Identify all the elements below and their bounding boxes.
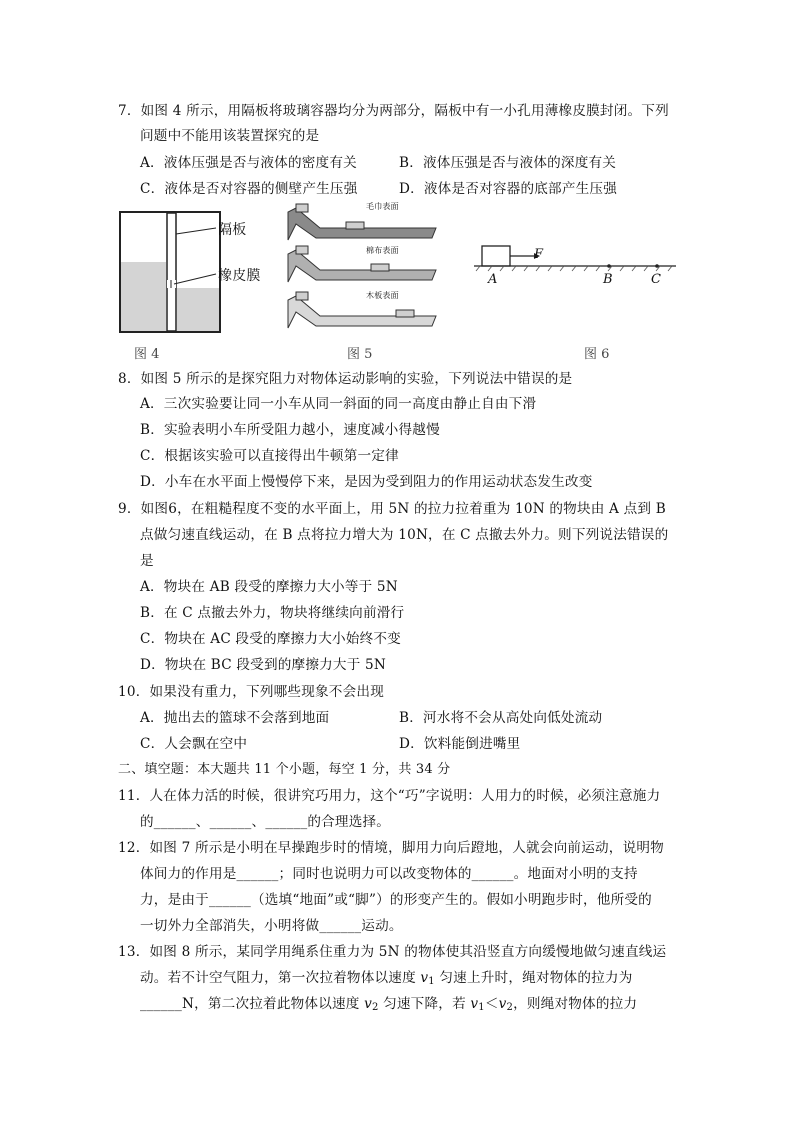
q11-line1: 11．人在体力活的时候，很讲究巧用力，这个“巧”字说明：人用力的时候，必须注意施力 (118, 788, 661, 804)
liquid-right (177, 288, 219, 331)
q13-less-than: ＜ (484, 996, 499, 1012)
q8-option-a: A．三次实验要让同一小车从同一斜面的同一高度由静止自由下滑 (140, 396, 537, 412)
cart-1 (346, 222, 364, 229)
label-point-c: C (651, 272, 662, 287)
q10-option-b: B．河水将不会从高处向低处流动 (399, 710, 603, 726)
figure-4-caption: 图 4 (134, 347, 160, 362)
label-point-b: B (603, 272, 613, 287)
q13-line2-text-b: 匀速上升时，绳对物体的拉力为 (434, 970, 633, 986)
block-2 (296, 246, 308, 254)
q12-line4: 一切外力全部消失，小明将做______运动。 (140, 918, 403, 934)
q13-velocity-v1-subscript: 1 (428, 976, 435, 987)
q8-option-d: D．小车在水平面上慢慢停下来，是因为受到阻力的作用运动状态发生改变 (140, 474, 593, 490)
label-cotton-surface: 棉布表面 (366, 246, 399, 255)
liquid-left (121, 262, 166, 331)
q7-line1: 7．如图 4 所示，用隔板将玻璃容器均分为两部分，隔板中有一小孔用薄橡皮膜封闭。下列 (118, 103, 669, 119)
label-membrane: 橡皮膜 (218, 268, 261, 284)
point-b-marker (607, 264, 611, 268)
q7-option-c: C．液体是否对容器的侧壁产生压强 (140, 181, 358, 197)
label-towel-surface: 毛巾表面 (366, 202, 399, 211)
membrane-pointer (174, 274, 216, 284)
figure-6-surface (470, 238, 680, 288)
q13-velocity-v1: v (420, 970, 429, 986)
q13-velocity-v2: v (364, 996, 373, 1012)
q8-line1: 8．如图 5 所示的是探究阻力对物体运动影响的实验，下列说法中错误的是 (118, 371, 573, 387)
q13-compare-v2-subscript: 2 (506, 1002, 514, 1013)
ramp-cotton (288, 250, 436, 282)
q9-option-c: C．物块在 AC 段受的摩擦力大小始终不变 (140, 631, 401, 647)
ground-hatching (476, 266, 672, 271)
figure-5-ramps (286, 200, 446, 335)
q7-option-a: A．液体压强是否与液体的密度有关 (140, 155, 357, 171)
block-3 (296, 292, 308, 300)
figure-5-caption: 图 5 (347, 347, 373, 362)
q11-line2: 的______、______、______的合理选择。 (140, 814, 391, 830)
q9-option-b: B．在 C 点撤去外力，物块将继续向前滑行 (140, 605, 405, 621)
q12-line1: 12．如图 7 所示是小明在早操跑步时的情境，脚用力向后蹬地，人就会向前运动，说明物 (118, 840, 664, 856)
q13-compare-v1-subscript: 1 (478, 1002, 485, 1013)
q8-option-c: C．根据该实验可以直接得出牛顿第一定律 (140, 448, 399, 464)
q12-line2: 体间力的作用是______；同时也说明力可以改变物体的______。地面对小明的支持 (140, 866, 638, 882)
label-wood-surface: 木板表面 (366, 291, 399, 300)
q9-line1: 9．如图6，在粗糙程度不变的水平面上，用 5N 的拉力拉着重为 10N 的物块由 A 点到 B (118, 501, 666, 517)
cart-2 (371, 264, 389, 271)
q13-line3-text-b: 匀速下降，若 (378, 996, 471, 1012)
q10-option-c: C．人会飘在空中 (140, 736, 248, 752)
q13-line3-text-a: ______N，第二次拉着此物体以速度 (140, 996, 365, 1012)
cart-3 (396, 310, 414, 317)
q9-line2: 点做匀速直线运动，在 B 点将拉力增大为 10N，在 C 点撤去外力。则下列说法错误的 (140, 527, 669, 543)
section-2-header: 二、填空题：本大题共 11 个小题，每空 1 分，共 34 分 (118, 762, 451, 777)
q9-line3: 是 (140, 553, 154, 569)
q7-option-b: B．液体压强是否与液体的深度有关 (399, 155, 617, 171)
q7-option-d: D．液体是否对容器的底部产生压强 (399, 181, 618, 197)
label-point-a: A (488, 272, 498, 287)
q10-option-a: A．抛出去的篮球不会落到地面 (140, 710, 330, 726)
partition-pointer (176, 228, 216, 234)
q13-line3-text-d: ，则绳对物体的拉力 (513, 996, 638, 1012)
q13-velocity-v2-subscript: 2 (372, 1002, 379, 1013)
q13-compare-v2: v (498, 996, 507, 1012)
q7-line2: 问题中不能用该装置探究的是 (140, 128, 320, 144)
q10-line1: 10．如果没有重力，下列哪些现象不会出现 (118, 684, 384, 700)
q10-option-d: D．饮料能倒进嘴里 (399, 736, 521, 752)
q9-option-a: A．物块在 AB 段受的摩擦力大小等于 5N (140, 579, 398, 595)
q12-line3: 力，是由于______（选填“地面”或“脚”）的形变产生的。假如小明跑步时，他所受的 (140, 892, 652, 908)
q9-option-d: D．物块在 BC 段受到的摩擦力大于 5N (140, 657, 386, 673)
q13-compare-v1: v (470, 996, 479, 1012)
figure-6-caption: 图 6 (584, 347, 610, 362)
block-1 (296, 204, 308, 212)
block (482, 246, 510, 266)
label-partition: 隔板 (218, 222, 247, 238)
partition (167, 213, 176, 331)
q8-option-b: B．实验表明小车所受阻力越小，速度减小得越慢 (140, 422, 440, 438)
q13-line2 (140, 968, 633, 992)
q13-line3 (140, 994, 637, 1018)
label-force-f: F (534, 247, 544, 262)
point-c-marker (655, 264, 659, 268)
q13-line2-text-a: 动。若不计空气阻力，第一次拉着物体以速度 (140, 970, 421, 986)
q13-line1: 13．如图 8 所示，某同学用绳系住重力为 5N 的物体使其沿竖直方向缓慢地做匀速直线运 (118, 944, 667, 960)
